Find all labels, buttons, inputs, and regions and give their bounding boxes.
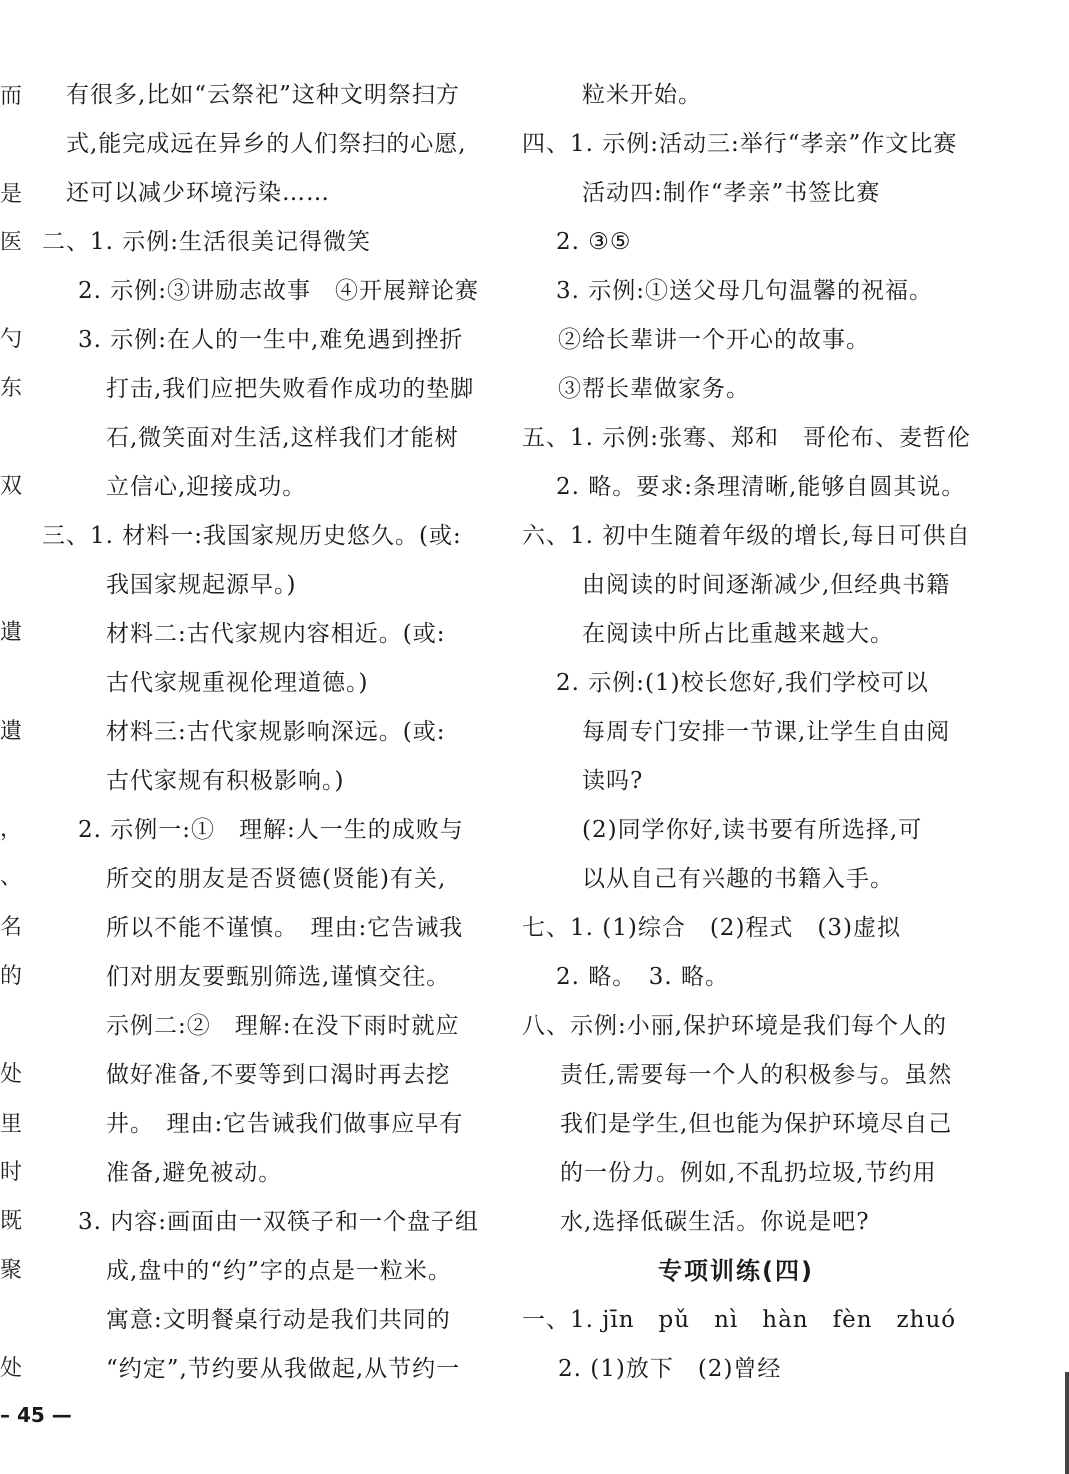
edge-fragment: 东 <box>0 376 23 401</box>
edge-fragment: 是 <box>0 182 23 207</box>
text-line: 三、1. 材料一:我国家规历史悠久。(或: <box>42 523 462 549</box>
text-line: 还可以减少环境污染…… <box>66 180 330 206</box>
text-line: “约定”,节约要从我做起,从节约一 <box>106 1356 461 1382</box>
text-line: 的一份力。例如,不乱扔垃圾,节约用 <box>560 1160 937 1186</box>
text-line: 示例二:② 理解:在没下雨时就应 <box>106 1013 460 1039</box>
text-line: 我们是学生,但也能为保护环境尽自己 <box>560 1111 953 1137</box>
text-line: 打击,我们应把失败看作成功的垫脚 <box>106 376 475 402</box>
text-line: 六、1. 初中生随着年级的增长,每日可供自 <box>522 523 971 549</box>
edge-fragment: 遺 <box>0 620 23 645</box>
edge-fragment: 处 <box>0 1356 23 1381</box>
section-heading: 专项训练(四) <box>658 1257 814 1285</box>
text-line: 以从自己有兴趣的书籍入手。 <box>582 866 894 892</box>
text-line: 3. 示例:在人的一生中,难免遇到挫折 <box>78 327 464 353</box>
text-line: 2. 示例:③讲励志故事 ④开展辩论赛 <box>78 278 480 304</box>
text-line: ②给长辈讲一个开心的故事。 <box>558 327 870 353</box>
text-line: 成,盘中的“约”字的点是一粒米。 <box>106 1258 452 1284</box>
text-line: 做好准备,不要等到口渴时再去挖 <box>106 1062 451 1088</box>
text-line: 责任,需要每一个人的积极参与。虽然 <box>560 1062 953 1088</box>
edge-fragment: ， <box>0 817 23 842</box>
edge-fragment: 勺 <box>0 327 23 352</box>
text-line: 我国家规起源早。) <box>106 572 297 598</box>
text-line: 们对朋友要甄别筛选,谨慎交往。 <box>106 964 451 990</box>
edge-fragment: 既 <box>0 1209 23 1234</box>
text-line: 在阅读中所占比重越来越大。 <box>582 621 894 647</box>
text-line: 有很多,比如“云祭祀”这种文明祭扫方 <box>66 82 460 108</box>
text-line: 井。 理由:它告诫我们做事应早有 <box>106 1111 464 1137</box>
text-line: 2. 示例一:① 理解:人一生的成败与 <box>78 817 464 843</box>
text-line: 寓意:文明餐桌行动是我们共同的 <box>106 1307 451 1333</box>
text-line: 式,能完成远在异乡的人们祭扫的心愿, <box>66 131 467 157</box>
edge-fragment: 、 <box>0 865 23 890</box>
edge-fragment: 聚 <box>0 1258 23 1283</box>
text-line: 八、示例:小丽,保护环境是我们每个人的 <box>522 1013 948 1039</box>
text-line: 2. ③⑤ <box>556 229 632 255</box>
edge-fragment: 遺 <box>0 719 23 744</box>
text-line: 由阅读的时间逐渐减少,但经典书籍 <box>582 572 951 598</box>
edge-fragment: 的 <box>0 964 23 989</box>
text-line: 2. 略。要求:条理清晰,能够自圆其说。 <box>556 474 966 500</box>
text-line: 所交的朋友是否贤德(贤能)有关, <box>106 866 447 892</box>
text-line: 二、1. 示例:生活很美记得微笑 <box>42 229 372 255</box>
edge-fragment: 时 <box>0 1160 23 1185</box>
text-line: 古代家规有积极影响。) <box>106 768 345 794</box>
edge-fragment: 而 <box>0 84 23 109</box>
edge-fragment: 名 <box>0 915 23 940</box>
text-line: 材料三:古代家规影响深远。(或: <box>106 719 446 745</box>
text-line: 2. 略。 3. 略。 <box>556 964 730 990</box>
page-edge-mark <box>1065 1372 1069 1474</box>
text-line: 活动四:制作“孝亲”书签比赛 <box>582 180 881 206</box>
text-line: 五、1. 示例:张骞、郑和 哥伦布、麦哲伦 <box>522 425 972 451</box>
text-line: 2. 示例:(1)校长您好,我们学校可以 <box>556 670 929 696</box>
text-line: 七、1. (1)综合 (2)程式 (3)虚拟 <box>522 915 901 941</box>
text-line: 古代家规重视伦理道德。) <box>106 670 369 696</box>
text-line: 读吗? <box>582 768 644 794</box>
text-line: 每周专门安排一节课,让学生自由阅 <box>582 719 951 745</box>
edge-fragment: 里 <box>0 1112 23 1137</box>
text-line: (2)同学你好,读书要有所选择,可 <box>582 817 923 843</box>
edge-fragment: 医 <box>0 230 23 255</box>
text-line: 2. (1)放下 (2)曾经 <box>558 1356 782 1382</box>
edge-fragment: 双 <box>0 474 23 499</box>
text-line: 水,选择低碳生活。你说是吧? <box>560 1209 870 1235</box>
text-line: 准备,避免被动。 <box>106 1160 283 1186</box>
text-line: 粒米开始。 <box>582 82 702 108</box>
text-line: ③帮长辈做家务。 <box>558 376 750 402</box>
text-line: 3. 内容:画面由一双筷子和一个盘子组 <box>78 1209 480 1235</box>
text-line: 一、1. jīn pǔ nì hàn fèn zhuó <box>522 1307 957 1333</box>
edge-fragment: 处 <box>0 1062 23 1087</box>
text-line: 材料二:古代家规内容相近。(或: <box>106 621 446 647</box>
page-number: – 45 — <box>0 1403 72 1427</box>
text-line: 所以不能不谨慎。 理由:它告诫我 <box>106 915 464 941</box>
text-line: 3. 示例:①送父母几句温馨的祝福。 <box>556 278 934 304</box>
text-line: 四、1. 示例:活动三:举行“孝亲”作文比赛 <box>522 131 958 157</box>
text-line: 石,微笑面对生活,这样我们才能树 <box>106 425 459 451</box>
text-line: 立信心,迎接成功。 <box>106 474 307 500</box>
